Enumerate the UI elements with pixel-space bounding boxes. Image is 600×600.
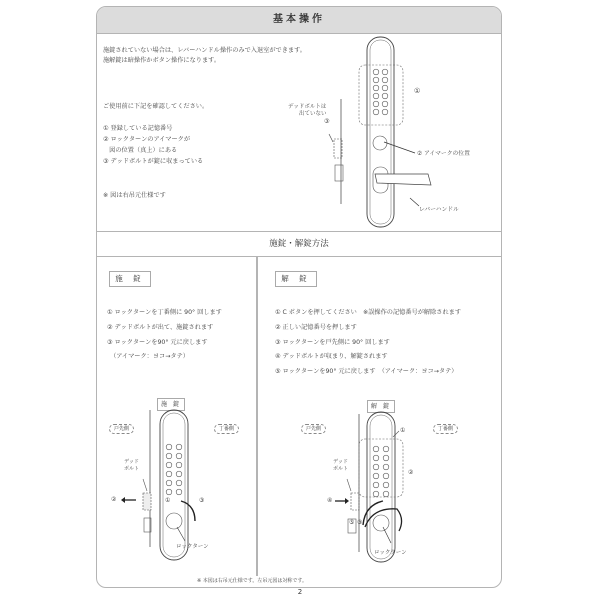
lock-step-1: ① ロックターンを丁番側に 90° 回します [107,309,222,316]
deadbolt-label-unlock-1: デッド [333,459,348,465]
diagram-note: ※ 図は右吊元仕様です [103,192,166,199]
unlock-step-5: ⑤ ロックターンを90° 元に戻します （アイマーク：ヨコ→タテ） [275,368,458,375]
intro-line-1: 施錠されていない場合は、レバーハンドル操作のみで入退室ができます。 [103,47,306,54]
lock-turn-label: ロックターン [176,544,209,550]
check-item-2b: 図の位置（真上）にある [103,147,178,154]
eye-mark-label: ② アイマークの位置 [417,151,470,157]
lock-step-3: ③ ロックターンを90° 元に戻します [107,339,208,346]
check-heading: ご使用前に下記を確認してください。 [103,103,209,110]
check-item-1: ① 登録している記憶番号 [103,125,173,132]
deadbolt-label-unlock-2: ボルト [333,466,349,472]
lock-callout-1: ① [165,497,171,504]
unlock-callout-2: ② [408,469,414,476]
outside-label-lock: 戸先側 [109,424,134,434]
unlock-callout-4: ④ [327,497,333,504]
unlock-turn-label: ロックターン [374,550,407,556]
check-item-2: ② ロックターンのアイマークが [103,136,191,143]
unlock-step-1: ① C ボタンを押してください ※誤操作の記憶番号が解除されます [275,309,462,316]
deadbolt-label-lock-2: ボルト [124,466,140,472]
check-item-3: ③ デッドボルトが錠に収まっている [103,158,204,165]
lock-callout-3: ③ [199,497,205,504]
unlock-callout-3: ③ [357,519,363,526]
unlock-step-2: ② 正しい記憶番号を押します [275,324,357,331]
unlock-tag: 解 錠 [275,271,317,287]
hinge-label-lock: 丁番側 [214,424,239,434]
unlock-fig-tag: 解 錠 [367,400,395,413]
unlock-callout-5: ⑤ [349,519,355,526]
hinge-label-unlock: 丁番側 [433,424,458,434]
section-title-method: 施錠・解錠方法 [97,231,501,257]
deadbolt-label-1: デッドボルトは [288,104,327,110]
unlock-diagram [97,7,502,587]
intro-line-2: 施解錠は暗操作かボタン操作になります。 [103,57,221,64]
callout-3: ③ [324,118,330,125]
lock-fig-tag: 施 錠 [157,398,185,411]
unlock-step-3: ③ ロックターンを戸先側に 90° 回します [275,339,390,346]
unlock-callout-1: ① [400,427,406,434]
section-title-basic: 基本操作 [97,7,501,34]
unlock-step-4: ④ デッドボルトが収まり、解錠されます [275,353,388,360]
lock-callout-2: ② [111,496,117,503]
callout-1: ① [414,87,421,95]
lever-label: レバーハンドル [419,207,459,213]
deadbolt-label-2: 出ていない [299,111,327,117]
footnote: ※ 本図は右吊元仕様です。左吊元図は対称です。 [197,578,307,584]
lock-tag: 施 錠 [109,271,151,287]
lock-step-3b: （アイマーク：ヨコ→タテ） [107,353,189,360]
deadbolt-label-lock-1: デッド [124,459,139,465]
lock-step-2: ② デッドボルトが出て、施錠されます [107,324,214,331]
outside-label-unlock: 戸先側 [301,424,326,434]
manual-page-frame [96,6,502,588]
page-number: 2 [297,588,303,596]
